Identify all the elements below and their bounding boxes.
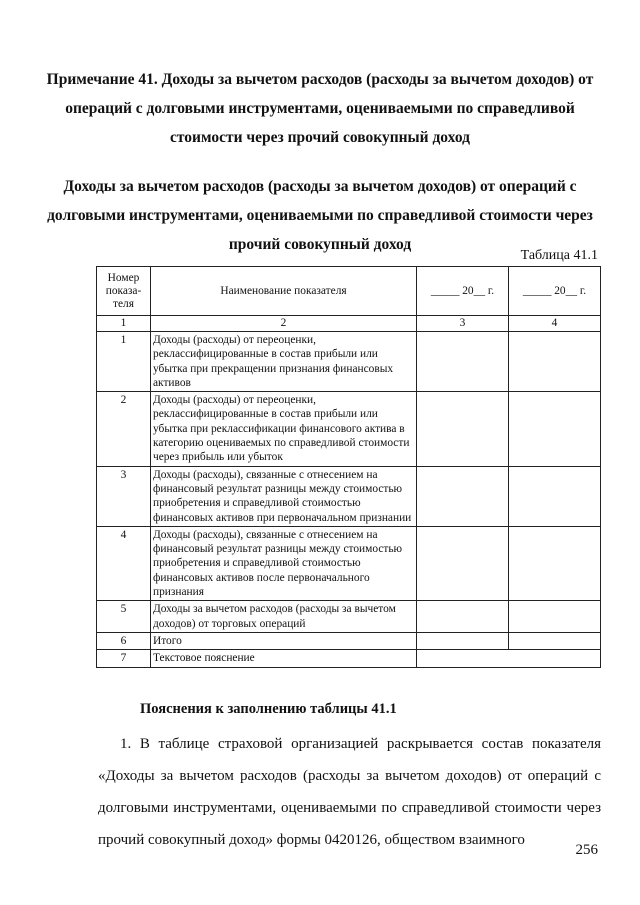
row-number: 6 xyxy=(97,632,151,649)
value-cell xyxy=(417,332,509,392)
value-cell xyxy=(509,632,601,649)
column-index: 2 xyxy=(151,316,417,332)
header-name: Наименование показателя xyxy=(151,267,417,316)
row-name: Итого xyxy=(151,632,417,649)
note-title: Примечание 41. Доходы за вычетом расходов (расходы за вычетом доходов) от операций с долговыми инструментами, оцениваемыми по справедливой стоимости через прочий совокупный доход xyxy=(46,71,594,146)
value-cell xyxy=(417,392,509,466)
column-index: 3 xyxy=(417,316,509,332)
row-number: 2 xyxy=(97,392,151,466)
header-period-2: _____ 20__ г. xyxy=(509,267,601,316)
row-name: Текстовое пояснение xyxy=(151,650,417,667)
value-cell xyxy=(417,632,509,649)
table-row xyxy=(97,526,601,600)
row-name: Доходы (расходы) от переоценки, реклассифицированные в состав прибыли или убытка при реклассификации финансового актива в категорию оцениваемых по справедливой стоимости через прибыль или убыток xyxy=(151,392,417,466)
row-name: Доходы за вычетом расходов (расходы за вычетом доходов) от торговых операций xyxy=(151,601,417,633)
value-cell xyxy=(417,526,509,600)
table-row xyxy=(97,466,601,526)
header-period-1: _____ 20__ г. xyxy=(417,267,509,316)
row-name: Доходы (расходы) от переоценки, реклассифицированные в состав прибыли или убытка при прекращении признания финансовых активов xyxy=(151,332,417,392)
value-cell xyxy=(417,601,509,633)
row-name: Доходы (расходы), связанные с отнесением на финансовый результат разницы между стоимостью приобретения и справедливой стоимостью финансовых активов после первоначального признания xyxy=(151,526,417,600)
value-cell xyxy=(509,601,601,633)
header-number: Номер показа-теля xyxy=(97,267,151,316)
value-cell xyxy=(509,332,601,392)
row-name: Доходы (расходы), связанные с отнесением на финансовый результат разницы между стоимостью приобретения и справедливой стоимостью финансовых активов при первоначальном признании xyxy=(151,466,417,526)
row-number: 1 xyxy=(97,332,151,392)
indicator-table xyxy=(96,266,601,668)
table-row xyxy=(97,392,601,466)
page-number: 256 xyxy=(575,842,598,858)
table-row xyxy=(97,601,601,633)
table-title: Доходы за вычетом расходов (расходы за вычетом доходов) от операций с долговыми инструментами, оцениваемыми по справедливой стоимости через прочий совокупный доход xyxy=(47,178,593,253)
instructions-title: Пояснения к заполнению таблицы 41.1 xyxy=(140,701,397,717)
column-index-row xyxy=(97,316,601,332)
column-index: 1 xyxy=(97,316,151,332)
table-row xyxy=(97,650,601,667)
row-number: 7 xyxy=(97,650,151,667)
paragraph-text: 1. В таблице страховой организацией раскрывается состав показателя «Доходы за вычетом расходов (расходы за вычетом доходов) от операций с долговыми инструментами, оцениваемыми по справедливой стоимости через прочий совокупный доход» формы 0420126, обществом взаимного xyxy=(98,736,601,848)
row-number: 4 xyxy=(97,526,151,600)
text-explanation-cell xyxy=(417,650,601,667)
table-row xyxy=(97,632,601,649)
table-caption: Таблица 41.1 xyxy=(520,248,598,263)
value-cell xyxy=(509,466,601,526)
table-row xyxy=(97,332,601,392)
value-cell xyxy=(417,466,509,526)
row-number: 5 xyxy=(97,601,151,633)
value-cell xyxy=(509,526,601,600)
column-index: 4 xyxy=(509,316,601,332)
row-number: 3 xyxy=(97,466,151,526)
instructions-paragraph xyxy=(98,728,601,856)
table-header-row xyxy=(97,267,601,316)
value-cell xyxy=(509,392,601,466)
